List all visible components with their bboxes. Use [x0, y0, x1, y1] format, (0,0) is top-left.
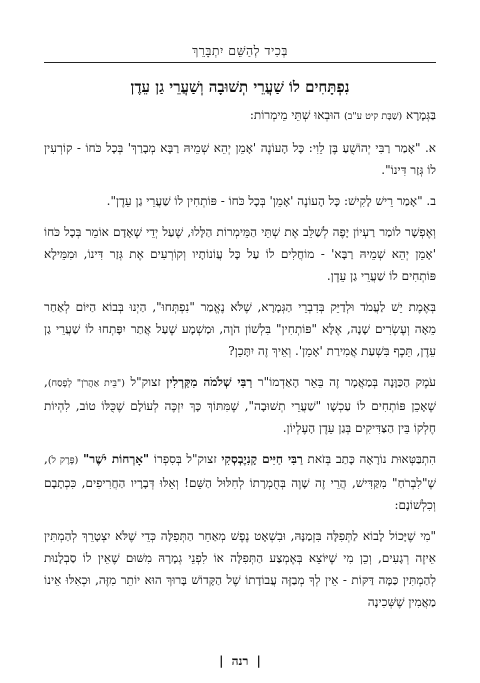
- quote-a-paragraph: א. "אָמַר רַבִּי יְהוֹשֻׁעַ בֶּן לֵוִי: כָּל הָעוֹנֶה 'אָמֵן יְהֵא שְׁמֵיהּ רַבָּא מְבָרַךְ' בְּכָל כֹּחוֹ - קוֹרְעִין לוֹ גְּזַר דִּינוֹ".: [44, 141, 436, 177]
- quote-b-paragraph: ב. "אָמַר רֵישׁ לָקִישׁ: כָּל הָעוֹנֶה 'אָמֵן' בְּכָל כֹּחוֹ - פּוֹתְחִין לוֹ שַׁעֲרֵי גַן עֵדֶן".: [106, 194, 436, 208]
- intro-ref: (שַׁבָּת קיט ע"ב): [344, 111, 403, 122]
- page-number: [0, 654, 480, 669]
- intro-b: הוּבְאוּ שְׁתֵּי מֵימְרוֹת:: [249, 108, 341, 122]
- karlin-name: רַבִּי שְׁלֹמֹה מִקַּרְלִין: [166, 375, 253, 389]
- running-header: [44, 40, 436, 59]
- kanievsky-a: הִתְבַּטְּאוּת נוֹרָאָה כָּתַב בְּזֹאת: [307, 452, 436, 466]
- idea-paragraph: וְאֶפְשָׁר לוֹמַר רַעְיוֹן יָפֶה לְשַׁלֵּב אֶת שְׁתֵּי הַמֵּימְרוֹת הַלָּלוּ, שֶׁעַל יְדֵי שֶׁאָדָם אוֹמֵר בְּכָל כֹּחוֹ 'אָמֵן יְהֵא שְׁמֵיהּ רַבָּא' - מוֹחֲלִים לוֹ עַל כָּל עֲוֹנוֹתָיו וְקוֹרְעִים אֶת גְּזַר דִּינוֹ, וּמִמֵּילָא פּוֹתְחִים לוֹ שַׁעֲרֵי גַן עֵדֶן.: [44, 225, 436, 283]
- karlin-b: זצוק"ל: [130, 375, 161, 389]
- kanievsky-paragraph: [44, 448, 436, 516]
- intro-a: בַּגְּמָרָא: [406, 108, 436, 122]
- karlin-c: , שֶׁאָכֵן פּוֹתְחִים לוֹ עַכְשָׁו "שַׁעֲרֵי תְשׁוּבָה", שֶׁמִּתּוֹךְ כָּךְ יִזְכֶּה לְעוֹלָם שֶׁכֻּלּוֹ טוֹב, לִהְיוֹת חֶלְקוֹ בֵּין הַצַּדִּיקִים בְּגַן עֵדֶן הָעֶלְיוֹן.: [44, 375, 436, 435]
- kanievsky-ref: (פֶּרֶק ל): [47, 455, 79, 466]
- page-number-left-bar: |: [256, 654, 261, 668]
- header-text: בְּכִיד לְהַשֵּׁם יִתְבָּרֵךְ: [192, 43, 288, 58]
- body-text: [44, 104, 436, 622]
- header-rule: [44, 62, 436, 63]
- kanievsky-book: "אָרְחוֹת יֹשֶׁר": [83, 452, 150, 466]
- karlin-a: עֹמֶק הַכַּוָּנָה בְּמַאֲמָר זֶה בֵּאֵר הָאַדְמוֹ"ר: [257, 375, 436, 389]
- karlin-ref: ("בֵּית אַהֲרֹן" לְפֶסַח): [47, 378, 125, 389]
- page-number-right-bar: |: [219, 654, 224, 668]
- kanievsky-b: זצוק"ל בְּסִפְרוֹ: [153, 452, 217, 466]
- karlin-paragraph: [44, 371, 436, 439]
- quote-paragraph: "מִי שֶׁיָּכוֹל לָבוֹא לַתְּפִלָּה בִּזְמַנָּהּ, וּבִשְׁאָט נֶפֶשׁ מְאַחֵר הַתְּפִלָּה כְּדֵי שֶׁלֹּא יִצְטָרֵךְ לְהַמְתִּין אֵיזֶה רְגָעִים, וְכֵן מִי שֶׁיּוֹצֵא בְּאֶמְצַע הַתְּפִלָּה אוֹ לִפְנֵי גְמָרָהּ מִשּׁוּם שֶׁאֵין לוֹ סַבְלָנוּת לְהַמְתִּין כַּמָּה דַּקּוֹת - אֵין לְךָ מְבַזֶּה עֲבוֹדָתוֹ שֶׁל הַקָּדוֹשׁ בָּרוּךְ הוּא יוֹתֵר מִזֶּה, וּכְאִלּוּ אֵינוֹ מַאֲמִין שֶׁשְּׁכִינָה: [44, 529, 436, 609]
- page-title: נִפְתָּחִים לוֹ שַׁעֲרֵי תְשׁוּבָה וְשַׁעֲרֵי גַן עֵדֶן: [130, 78, 350, 96]
- intro-paragraph: [44, 104, 436, 128]
- kanievsky-name: רַבִּי חַיִּים קָנִיֶבְסְקִי: [221, 452, 303, 466]
- question-paragraph: בְּאֶמֶת יֵשׁ לַעֲמֹד וּלְדַיֵּק בְּדִבְרֵי הַגְּמָרָא, שֶׁלֹּא נֶאֱמַר "נִפְתְּחוּ", הַיְנוּ בְּבוֹא הַיּוֹם לְאַחַר מֵאָה וְעֶשְׂרִים שָׁנָה, אֶלָּא "פּוֹתְחִין" בִּלְשׁוֹן הֹוֶה, וּמַשְׁמָע שֶׁעַל אֲתַר יִפָּתְחוּ לוֹ שַׁעֲרֵי גַן עֵדֶן, תֵּכֶף בִּשְׁעַת אֲמִירַת 'אָמֵן'. וְאֵיךְ זֶה יִתָּכֵן?: [44, 300, 436, 358]
- kanievsky-c: , שֶׁ"לִבְרֹחַ" מִקַּדִּישׁ, הֲרֵי זֶה שָׁוֶה בְּחֻמְרָתוֹ לְחִלּוּל הַשֵּׁם! וְאֵלּוּ דְּבָרָיו הַחֲרִיפִים, כִּכְתָבָם וְכִלְשׁוֹנָם:: [44, 452, 436, 512]
- page-number-text: רנה: [231, 654, 249, 668]
